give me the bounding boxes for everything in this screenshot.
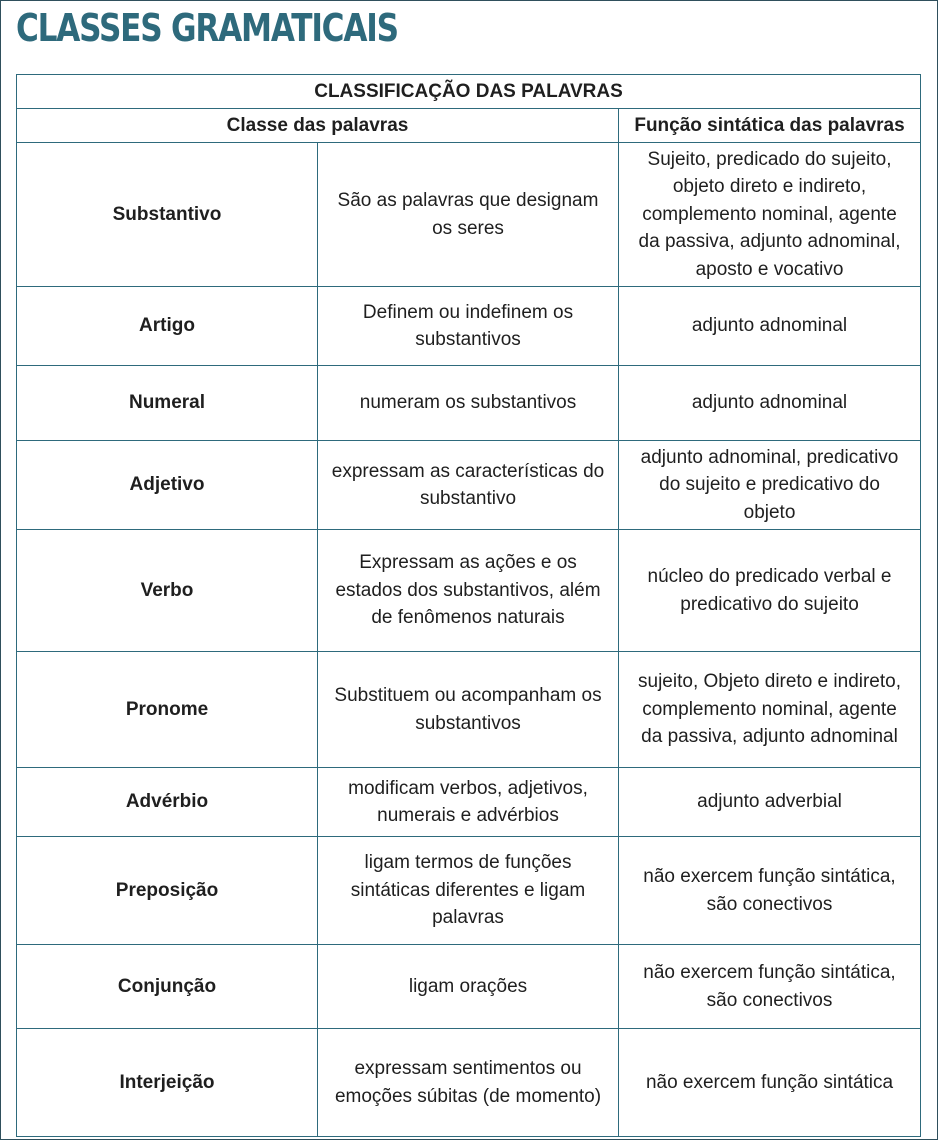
class-definition: ligam termos de funções sintáticas diferentes e ligam palavras bbox=[318, 837, 619, 945]
class-function: não exercem função sintática bbox=[619, 1029, 921, 1137]
class-function: sujeito, Objeto direto e indireto, complemento nominal, agente da passiva, adjunto adnominal bbox=[619, 652, 921, 768]
class-name: Interjeição bbox=[17, 1029, 318, 1137]
page-title: CLASSES GRAMATICAIS bbox=[16, 6, 398, 50]
table-row bbox=[17, 143, 921, 287]
class-name: Substantivo bbox=[17, 143, 318, 287]
table-row bbox=[17, 768, 921, 837]
class-function: núcleo do predicado verbal e predicativo do sujeito bbox=[619, 530, 921, 652]
class-name: Numeral bbox=[17, 366, 318, 441]
table-row bbox=[17, 837, 921, 945]
class-definition: São as palavras que designam os seres bbox=[318, 143, 619, 287]
class-definition: expressam as características do substantivo bbox=[318, 441, 619, 530]
table-row bbox=[17, 652, 921, 768]
class-definition: numeram os substantivos bbox=[318, 366, 619, 441]
table-row bbox=[17, 945, 921, 1029]
header-class: Classe das palavras bbox=[17, 109, 619, 143]
class-name: Advérbio bbox=[17, 768, 318, 837]
class-name: Adjetivo bbox=[17, 441, 318, 530]
class-function: adjunto adnominal bbox=[619, 287, 921, 366]
grammar-table bbox=[16, 74, 921, 1137]
class-name: Preposição bbox=[17, 837, 318, 945]
table-caption-row bbox=[17, 75, 921, 109]
class-function: adjunto adverbial bbox=[619, 768, 921, 837]
table-row bbox=[17, 366, 921, 441]
table-header-row bbox=[17, 109, 921, 143]
class-name: Pronome bbox=[17, 652, 318, 768]
table-caption: CLASSIFICAÇÃO DAS PALAVRAS bbox=[17, 75, 921, 109]
table-row bbox=[17, 1029, 921, 1137]
class-name: Conjunção bbox=[17, 945, 318, 1029]
class-function: adjunto adnominal, predicativo do sujeito e predicativo do objeto bbox=[619, 441, 921, 530]
table-row bbox=[17, 530, 921, 652]
class-definition: expressam sentimentos ou emoções súbitas (de momento) bbox=[318, 1029, 619, 1137]
class-definition: Expressam as ações e os estados dos substantivos, além de fenômenos naturais bbox=[318, 530, 619, 652]
class-function: adjunto adnominal bbox=[619, 366, 921, 441]
class-name: Verbo bbox=[17, 530, 318, 652]
table-row bbox=[17, 287, 921, 366]
table-row bbox=[17, 441, 921, 530]
class-definition: modificam verbos, adjetivos, numerais e advérbios bbox=[318, 768, 619, 837]
class-definition: ligam orações bbox=[318, 945, 619, 1029]
class-definition: Substituem ou acompanham os substantivos bbox=[318, 652, 619, 768]
class-definition: Definem ou indefinem os substantivos bbox=[318, 287, 619, 366]
class-function: não exercem função sintática, são conectivos bbox=[619, 945, 921, 1029]
class-name: Artigo bbox=[17, 287, 318, 366]
class-function: não exercem função sintática, são conectivos bbox=[619, 837, 921, 945]
class-function: Sujeito, predicado do sujeito, objeto direto e indireto, complemento nominal, agente da passiva, adjunto adnominal, aposto e vocativo bbox=[619, 143, 921, 287]
header-function: Função sintática das palavras bbox=[619, 109, 921, 143]
